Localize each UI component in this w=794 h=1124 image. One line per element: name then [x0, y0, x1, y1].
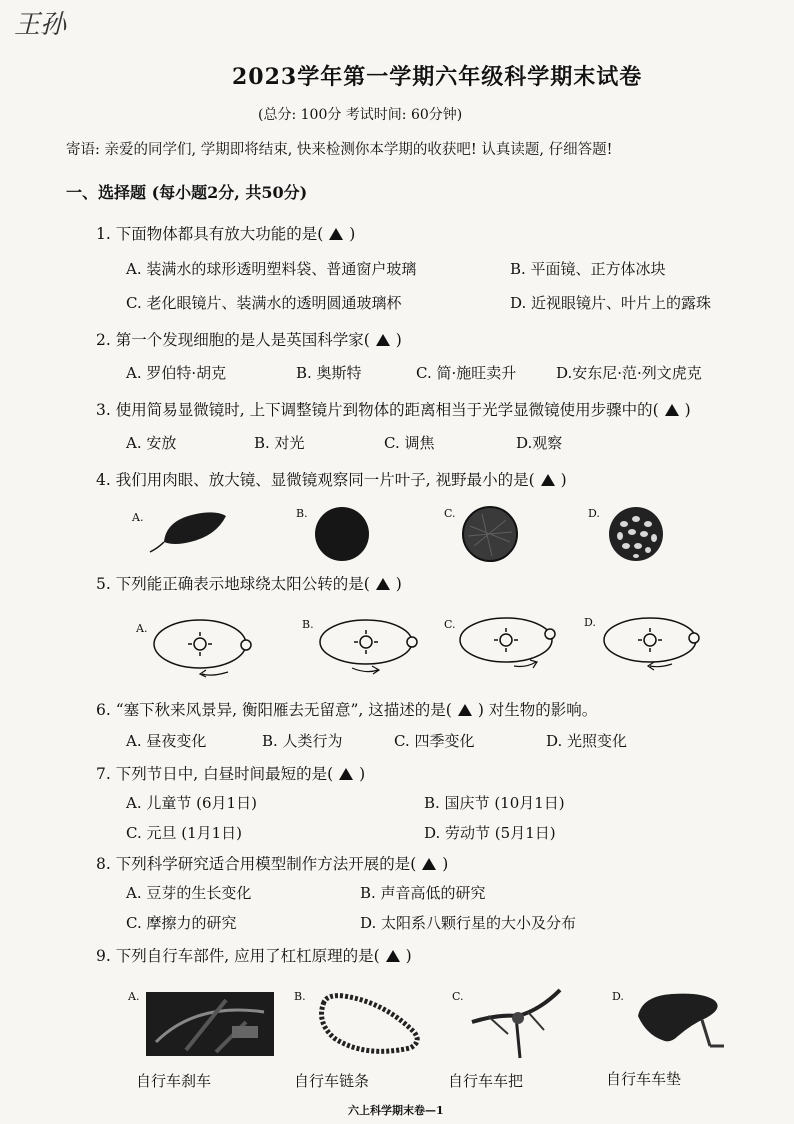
question-7	[96, 762, 365, 784]
option-5c-label: C.	[444, 618, 456, 631]
question-stem: 9. 下列自行车部件, 应用了杠杠原理的是(	[96, 947, 380, 965]
option-3c: C. 调焦	[384, 434, 435, 452]
section-heading: 一、选择题 (每小题2分, 共50分)	[66, 183, 308, 202]
answer-triangle-icon	[376, 334, 390, 346]
question-stem: 7. 下列节日中, 白昼时间最短的是(	[96, 765, 334, 783]
option-5a-label: A.	[136, 622, 148, 635]
option-7a: A. 儿童节 (6月1日)	[126, 794, 257, 812]
option-9b-label: B.	[294, 990, 306, 1003]
stem-close: )	[405, 947, 412, 965]
leaf-microscope-high-image	[608, 506, 664, 562]
question-stem: 1. 下面物体都具有放大功能的是(	[96, 225, 324, 243]
leaf-magnified-image	[314, 506, 370, 562]
option-2a: A. 罗伯特·胡克	[126, 364, 227, 382]
question-stem: 4. 我们用肉眼、放大镜、显微镜观察同一片叶子, 视野最小的是(	[96, 471, 535, 489]
answer-triangle-icon	[329, 228, 343, 240]
orbit-diagram-a	[150, 614, 256, 676]
question-stem: 6. “塞下秋来风景异, 衡阳雁去无留意”, 这描述的是(	[96, 701, 452, 719]
option-6d: D. 光照变化	[546, 732, 628, 750]
option-7b: B. 国庆节 (10月1日)	[424, 794, 565, 812]
question-6	[96, 698, 597, 720]
stem-close: )	[560, 471, 567, 489]
question-4	[96, 468, 567, 490]
caption-chain: 自行车链条	[294, 1072, 370, 1090]
orbit-diagram-c	[456, 610, 562, 672]
option-7c: C. 元旦 (1月1日)	[126, 824, 243, 842]
stem-close: )	[359, 765, 366, 783]
option-3b: B. 对光	[254, 434, 305, 452]
answer-triangle-icon	[376, 578, 390, 590]
leaf-image	[146, 508, 230, 556]
question-8	[96, 852, 448, 874]
bike-chain-image	[314, 992, 424, 1058]
option-3a: A. 安放	[126, 434, 177, 452]
bike-brake-image	[146, 992, 274, 1056]
option-8a: A. 豆芽的生长变化	[126, 884, 252, 902]
option-2d: D.安东尼·范·列文虎克	[556, 364, 702, 382]
stem-close: )	[442, 855, 449, 873]
caption-saddle: 自行车车垫	[606, 1070, 682, 1088]
question-1	[96, 222, 355, 244]
orbit-diagram-d	[600, 610, 706, 672]
option-3d: D.观察	[516, 434, 563, 452]
caption-brake: 自行车刹车	[136, 1072, 212, 1090]
leaf-microscope-low-image	[462, 506, 518, 562]
option-2b: B. 奥斯特	[296, 364, 362, 382]
option-5b-label: B.	[302, 618, 314, 631]
option-1d: D. 近视眼镜片、叶片上的露珠	[510, 294, 712, 312]
option-7d: D. 劳动节 (5月1日)	[424, 824, 556, 842]
question-2	[96, 328, 402, 350]
option-5d-label: D.	[584, 616, 596, 629]
question-stem: 2. 第一个发现细胞的是人是英国科学家(	[96, 331, 370, 349]
option-4d-label: D.	[588, 507, 600, 520]
answer-triangle-icon	[458, 704, 472, 716]
option-8d: D. 太阳系八颗行星的大小及分布	[360, 914, 577, 932]
option-1b: B. 平面镜、正方体冰块	[510, 260, 666, 278]
option-1a: A. 装满水的球形透明塑料袋、普通窗户玻璃	[126, 260, 417, 278]
question-3	[96, 398, 691, 420]
stem-close: )	[684, 401, 691, 419]
stem-close: )	[395, 575, 402, 593]
page-title: 2023学年第一学期六年级科学期末试卷	[232, 64, 643, 90]
option-2c: C. 简·施旺卖升	[416, 364, 517, 382]
question-9	[96, 944, 412, 966]
bike-handlebar-image	[468, 986, 564, 1060]
stem-close: )	[349, 225, 356, 243]
option-1c: C. 老化眼镜片、装满水的透明圆通玻璃杯	[126, 294, 402, 312]
option-8b: B. 声音高低的研究	[360, 884, 486, 902]
option-6a: A. 昼夜变化	[126, 732, 207, 750]
caption-handlebar: 自行车车把	[448, 1072, 524, 1090]
option-4b-label: B.	[296, 507, 308, 520]
question-5	[96, 572, 402, 594]
option-9a-label: A.	[128, 990, 140, 1003]
exam-meta: (总分: 100分 考试时间: 60分钟)	[258, 107, 463, 123]
orbit-diagram-b	[316, 612, 422, 674]
handwritten-note: 王孙	[14, 10, 67, 40]
option-6c: C. 四季变化	[394, 732, 475, 750]
page-footer: 六上科学期末卷—1	[348, 1104, 444, 1117]
answer-triangle-icon	[422, 858, 436, 870]
question-stem: 5. 下列能正确表示地球绕太阳公转的是(	[96, 575, 370, 593]
option-4c-label: C.	[444, 507, 456, 520]
bike-saddle-image	[632, 990, 728, 1052]
answer-triangle-icon	[665, 404, 679, 416]
stem-close: )	[395, 331, 402, 349]
stem-close: ) 对生物的影响。	[477, 701, 598, 719]
answer-triangle-icon	[386, 950, 400, 962]
question-stem: 8. 下列科学研究适合用模型制作方法开展的是(	[96, 855, 417, 873]
option-9d-label: D.	[612, 990, 624, 1003]
question-stem: 3. 使用简易显微镜时, 上下调整镜片到物体的距离相当于光学显微镜使用步骤中的(	[96, 401, 659, 419]
option-8c: C. 摩擦力的研究	[126, 914, 237, 932]
greeting-text: 寄语: 亲爱的同学们, 学期即将结束, 快来检测你本学期的收获吧! 认真读题, 仔细答题!	[66, 142, 613, 158]
answer-triangle-icon	[541, 474, 555, 486]
option-4a-label: A.	[132, 511, 144, 524]
option-9c-label: C.	[452, 990, 464, 1003]
option-6b: B. 人类行为	[262, 732, 343, 750]
answer-triangle-icon	[339, 768, 353, 780]
